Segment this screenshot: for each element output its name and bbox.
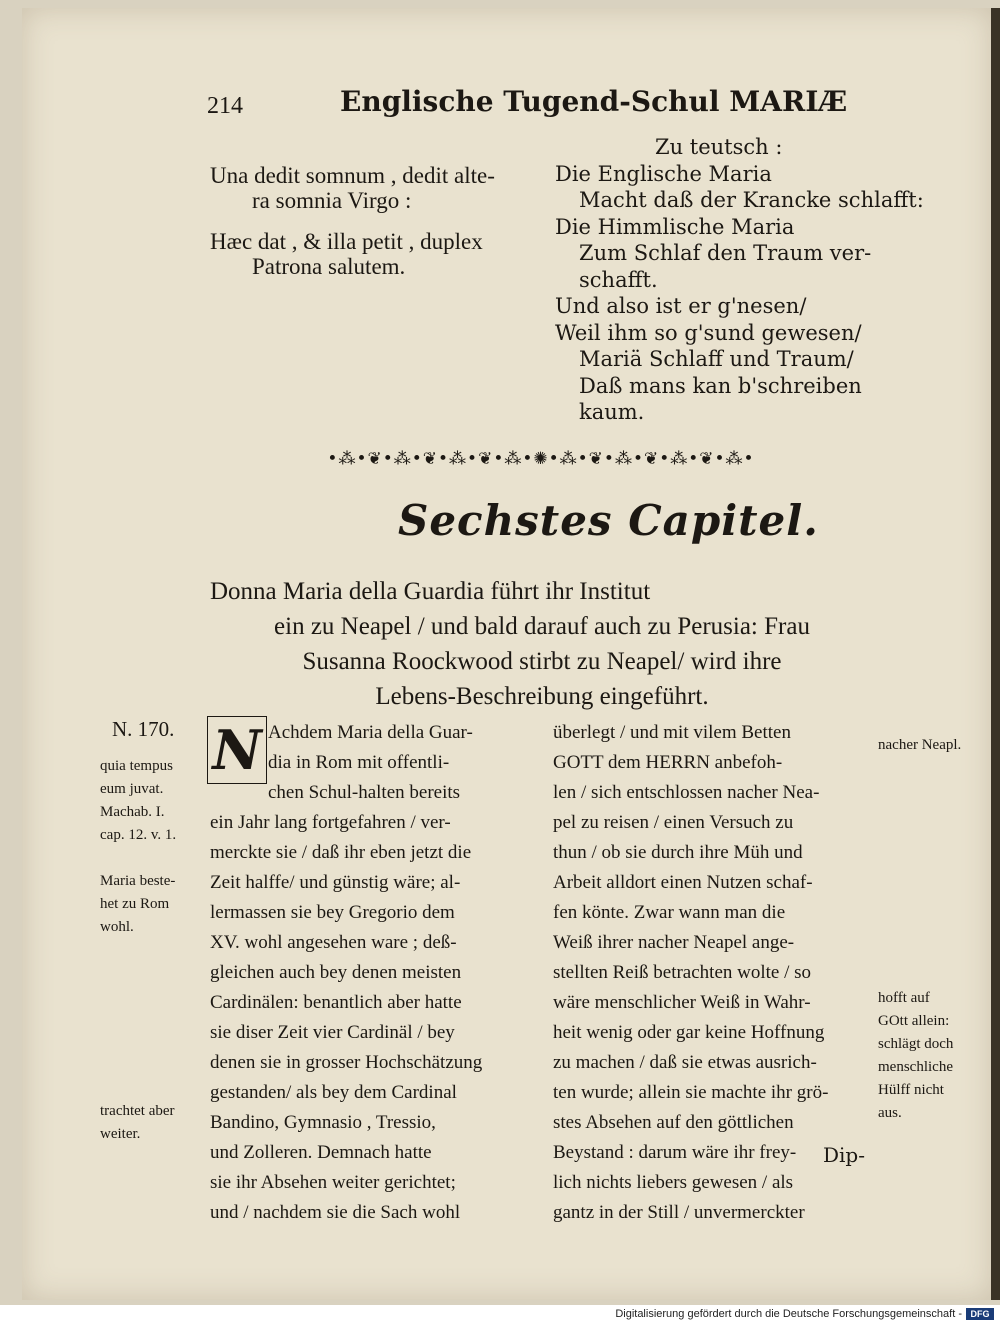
text-line — [878, 849, 961, 872]
text-line: merckte sie / daß ihr eben jetzt die — [210, 842, 472, 863]
text-line — [878, 872, 961, 895]
footer-bar — [0, 1305, 1000, 1323]
text-line — [100, 1031, 176, 1054]
text-line — [100, 1008, 176, 1031]
text-line: ten wurde; allein sie machte ihr grö- — [553, 1082, 829, 1103]
text-line — [100, 1054, 176, 1077]
text-line — [878, 757, 961, 780]
text-line: eum juvat. — [100, 781, 164, 797]
text-line: sie diser Zeit vier Cardinäl / bey — [210, 1022, 455, 1043]
text-line: stes Absehen auf den göttlichen — [553, 1112, 794, 1133]
running-head: Englische Tugend-Schul MARIÆ — [340, 85, 848, 118]
text-line: trachtet aber — [100, 1103, 175, 1119]
text-line: Arbeit alldort einen Nutzen schaf- — [553, 872, 813, 893]
text-column-left — [210, 718, 530, 1228]
text-line: cap. 12. v. 1. — [100, 827, 177, 843]
drop-cap: N — [207, 716, 267, 784]
summary-line: Lebens-Beschreibung eingeführt. — [375, 683, 709, 710]
page-edge — [991, 8, 1000, 1300]
text-line: wohl. — [100, 919, 134, 935]
verse-line: Una dedit somnum , dedit alte- — [210, 163, 495, 188]
text-line: und / nachdem sie die Sach wohl — [210, 1202, 461, 1223]
text-line — [878, 826, 961, 849]
text-line: Weiß ihrer nacher Neapel ange- — [553, 932, 795, 953]
paragraph-number: N. 170. — [112, 717, 175, 741]
text-line — [878, 780, 961, 803]
text-line — [100, 1077, 176, 1100]
text-line: Hülff nicht — [878, 1082, 944, 1098]
verse-line: Und also ist er g'nesen/ — [555, 294, 807, 318]
text-line: überlegt / und mit vilem Betten — [553, 722, 791, 743]
text-line: Achdem Maria della Guar- — [268, 722, 473, 743]
text-line: lich nichts liebers gewesen / als — [553, 1172, 794, 1193]
verse-line: schafft. — [579, 267, 658, 292]
verse-line: Die Himmlische Maria — [555, 214, 795, 239]
text-line: heit wenig oder gar keine Hoffnung — [553, 1022, 825, 1043]
summary-line: ein zu Neapel / und bald darauf auch zu Perusia: Frau — [274, 613, 810, 640]
right-marginalia — [878, 734, 961, 1125]
text-line: Machab. I. — [100, 804, 165, 820]
dfg-logo: DFG — [966, 1308, 994, 1320]
verse-heading: Zu teutsch : — [655, 135, 783, 159]
verse-line: Weil ihm so g'sund gewesen/ — [555, 320, 862, 345]
text-line: gantz in der Still / unvermerckter — [553, 1202, 805, 1223]
catchword: Dip- — [823, 1143, 865, 1167]
text-line: pel zu reisen / einen Versuch zu — [553, 812, 794, 833]
text-line: fen könte. Zwar wann man die — [553, 902, 786, 923]
text-line: hofft auf — [878, 990, 930, 1006]
digitization-credit: Digitalisierung gefördert durch die Deutsche Forschungsgemeinschaft - — [615, 1308, 962, 1320]
text-line: nacher Neapl. — [878, 737, 962, 753]
text-line — [878, 941, 961, 964]
verse-line: Macht daß der Krancke schlafft: — [579, 188, 924, 212]
text-line: dia in Rom mit offentli- — [268, 752, 450, 773]
text-line: zu machen / daß sie etwas ausrich- — [553, 1052, 817, 1073]
verse-line: Zum Schlaf den Traum ver- — [579, 241, 872, 265]
chapter-title: Sechstes Capitel. — [398, 496, 819, 545]
text-line — [100, 962, 176, 985]
german-verse — [555, 134, 924, 426]
text-line: schlägt doch — [878, 1036, 954, 1052]
text-line: het zu Rom — [100, 896, 170, 912]
verse-line: Hæc dat , & illa petit , duplex — [210, 229, 483, 254]
text-line: thun / ob sie durch ihre Müh und — [553, 842, 803, 863]
text-line: ein Jahr lang fortgefahren / ver- — [210, 812, 451, 833]
text-line — [878, 803, 961, 826]
text-line — [878, 918, 961, 941]
verse-line: Die Englische Maria — [555, 161, 772, 186]
text-line — [100, 939, 176, 962]
latin-verse — [210, 163, 495, 279]
text-line: menschliche — [878, 1059, 953, 1075]
verse-line: Patrona salutem. — [252, 254, 406, 279]
text-line: denen sie in grosser Hochschätzung — [210, 1052, 483, 1073]
text-line: len / sich entschlossen nacher Nea- — [553, 782, 820, 803]
text-line: Cardinälen: benantlich aber hatte — [210, 992, 462, 1013]
text-line — [100, 985, 176, 1008]
text-line: aus. — [878, 1105, 902, 1121]
text-line: lermassen sie bey Gregorio dem — [210, 902, 455, 923]
verse-line: Daß mans kan b'schreiben — [579, 373, 862, 398]
text-line: Beystand : darum wäre ihr frey- — [553, 1142, 797, 1163]
text-line: quia tempus — [100, 758, 173, 774]
text-line: Bandino, Gymnasio , Tressio, — [210, 1112, 436, 1133]
verse-line: kaum. — [579, 400, 645, 424]
left-marginalia — [100, 718, 176, 1146]
summary-line: Susanna Roockwood stirbt zu Neapel/ wird ihre — [302, 648, 782, 675]
summary-line: Donna Maria della Guardia führt ihr Institut — [210, 578, 651, 605]
text-line: wäre menschlicher Weiß in Wahr- — [553, 992, 811, 1013]
text-line — [100, 847, 176, 870]
text-line: chen Schul-halten bereits — [268, 782, 461, 803]
text-line: Zeit halffe/ und günstig wäre; al- — [210, 872, 461, 893]
page-number: 214 — [207, 93, 243, 119]
ornament-rule: •⁂•❦•⁂•❦•⁂•❦•⁂•✺•⁂•❦•⁂•❦•⁂•❦•⁂• — [327, 449, 755, 469]
text-line: XV. wohl angesehen ware ; deß- — [210, 932, 457, 953]
text-line: Maria beste- — [100, 873, 176, 889]
text-line: gleichen auch bey denen meisten — [210, 962, 462, 983]
verse-line: Mariä Schlaff und Traum/ — [579, 347, 854, 371]
chapter-summary — [210, 574, 874, 714]
text-line: GOtt allein: — [878, 1013, 950, 1029]
text-line: und Zolleren. Demnach hatte — [210, 1142, 432, 1163]
text-line: gestanden/ als bey dem Cardinal — [210, 1082, 457, 1103]
text-line — [878, 895, 961, 918]
text-line: sie ihr Absehen weiter gerichtet; — [210, 1172, 456, 1193]
verse-line: ra somnia Virgo : — [252, 188, 412, 213]
text-line: GOTT dem HERRN anbefoh- — [553, 752, 783, 773]
text-line: weiter. — [100, 1126, 141, 1142]
text-line — [878, 964, 961, 987]
text-line: stellten Reiß betrachten wolte / so — [553, 962, 812, 983]
